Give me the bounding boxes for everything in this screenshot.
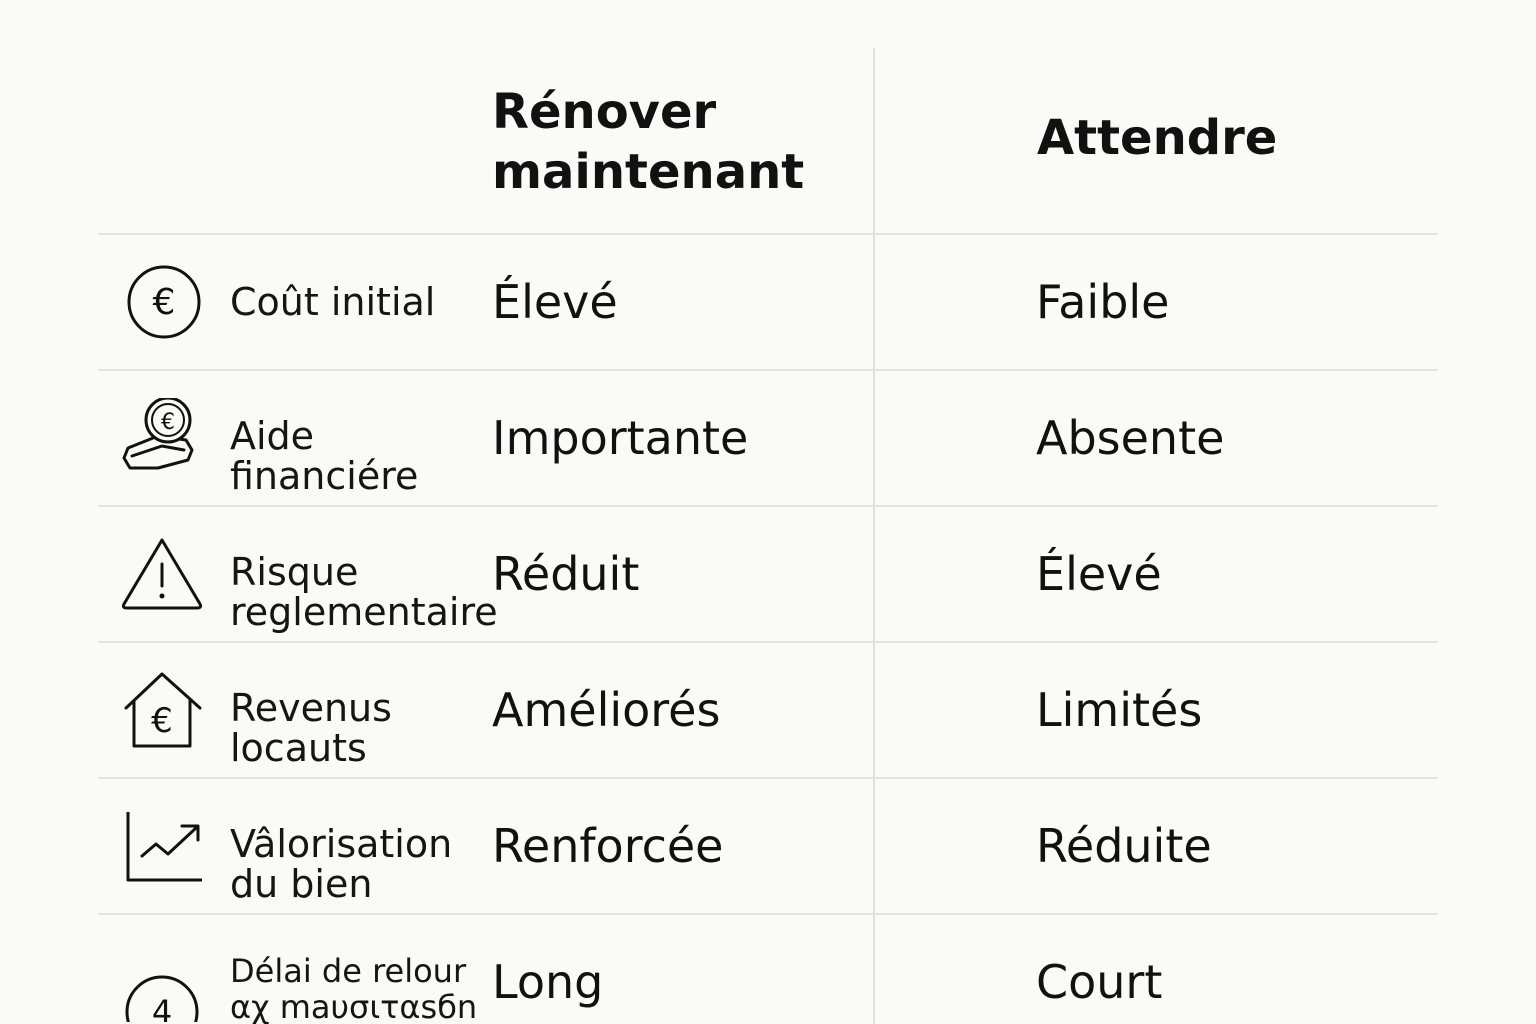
row-label: Coût initial: [230, 280, 436, 324]
cell-attendre: Absente: [1036, 411, 1225, 465]
euro-coin-icon: [118, 262, 206, 342]
cell-renover: Améliorés: [492, 683, 721, 737]
cell-renover: Élevé: [492, 275, 618, 329]
cell-renover: Renforcée: [492, 819, 724, 873]
row-label: Vâlorisation du bien: [230, 822, 453, 906]
table-row-aide-financiere: [98, 371, 1438, 505]
cell-renover: Long: [492, 955, 604, 1009]
row-label: Revenus locauts: [230, 686, 392, 770]
row-label: Délai de relour αχ maυσιταsбn: [230, 952, 478, 1024]
table-row-delai-retour: [98, 915, 1438, 1024]
header-attendre: Attendre: [1037, 110, 1278, 166]
table-row-revenus-locatifs: [98, 643, 1438, 777]
table-row-risque-reglementaire: [98, 507, 1438, 641]
cell-renover: Importante: [492, 411, 749, 465]
row-label: Risque reglementaire: [230, 550, 498, 634]
svg-text:€: €: [151, 701, 173, 741]
warning-icon: [118, 534, 206, 614]
house-euro-icon: [118, 670, 206, 750]
header-renover-maintenant: Rénover maintenant: [492, 84, 805, 200]
number-4-icon: [118, 942, 206, 1022]
svg-text:€: €: [161, 410, 175, 435]
number-4-text: 4: [151, 993, 173, 1022]
cell-attendre: Réduite: [1036, 819, 1212, 873]
table-row-cout-initial: [98, 235, 1438, 369]
growth-chart-icon: [118, 806, 206, 886]
cell-attendre: Court: [1036, 955, 1163, 1009]
cell-renover: Réduit: [492, 547, 640, 601]
cell-attendre: Faible: [1036, 275, 1170, 329]
cell-attendre: Limités: [1036, 683, 1203, 737]
hand-coin-icon: [118, 398, 206, 478]
cell-attendre: Élevé: [1036, 547, 1162, 601]
svg-text:€: €: [152, 282, 176, 323]
table-row-valorisation: [98, 779, 1438, 913]
row-label: Aide financiére: [230, 414, 419, 498]
